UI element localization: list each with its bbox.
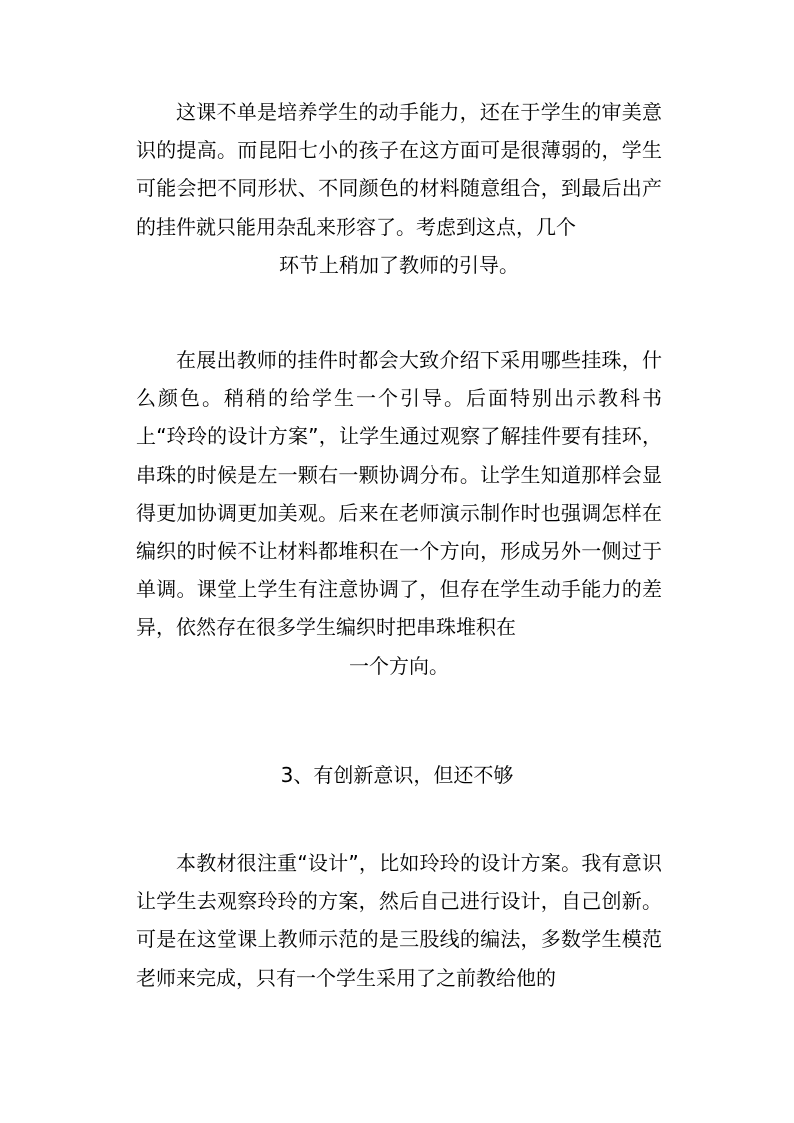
paragraph-1 bbox=[136, 93, 662, 284]
section-heading-3: 3、有创新意识，但还不够 bbox=[280, 763, 514, 787]
paragraph-2 bbox=[136, 341, 662, 685]
paragraph-2-last-line: 一个方向。 bbox=[349, 653, 449, 678]
paragraph-3-body: 本教材很注重“设计”，比如玲玲的设计方案。我有意识让学生去观察玲玲的方案，然后自己进行设计，自己创新。可是在这堂课上教师示范的是三股线的编法，多数学生模范老师来完成，只有一个学生采用了之前教给他的 bbox=[136, 851, 662, 990]
paragraph-1-body: 这课不单是培养学生的动手能力，还在于学生的审美意识的提高。而昆阳七小的孩子在这方面可是很薄弱的，学生可能会把不同形状、不同颜色的材料随意组合，到最后出产的挂件就只能用杂乱来形容了。考虑到这点，几个 bbox=[136, 100, 662, 239]
paragraph-1-last-line: 环节上稍加了教师的引导。 bbox=[279, 252, 519, 277]
paragraph-3 bbox=[136, 844, 662, 997]
paragraph-2-body: 在展出教师的挂件时都会大致介绍下采用哪些挂珠，什么颜色。稍稍的给学生一个引导。后面特别出示教科书上“玲玲的设计方案”，让学生通过观察了解挂件要有挂环，串珠的时候是左一颗右一颗协调分布。让学生知道那样会显得更加协调更加美观。后来在老师演示制作时也强调怎样在编织的时候不让材料都堆积在一个方向，形成另外一侧过于单调。课堂上学生有注意协调了，但存在学生动手能力的差异，依然存在很多学生编织时把串珠堆积在 bbox=[136, 348, 662, 640]
